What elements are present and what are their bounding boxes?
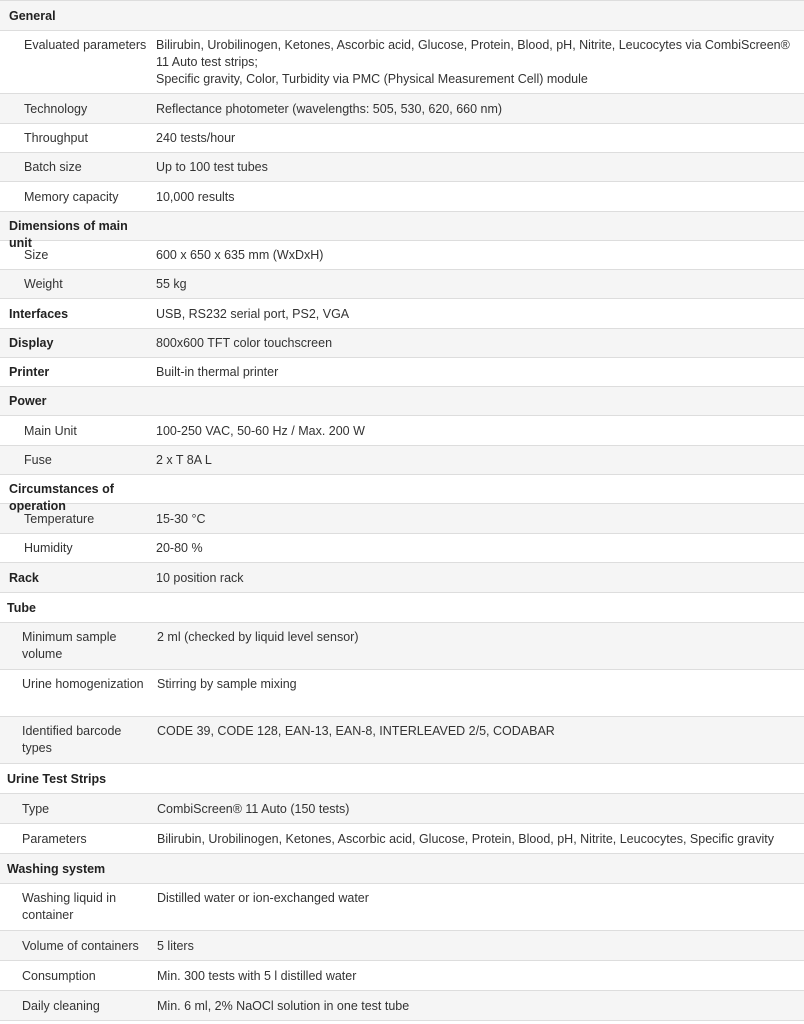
spec-value: Bilirubin, Urobilinogen, Ketones, Ascorbic acid, Glucose, Protein, Blood, pH, Nitrite, Leucocytes, Specific gravity [157, 832, 774, 846]
section-title: Tube [7, 601, 36, 615]
spec-row-consumption [0, 961, 804, 991]
spec-label: Printer [9, 365, 50, 379]
spec-label: Weight [24, 277, 63, 291]
spec-value: Stirring by sample mixing [157, 677, 297, 691]
spec-value: 10,000 results [156, 190, 235, 204]
spec-label: Minimum sample volume [22, 630, 117, 661]
section-title: Dimensions of main unit [9, 219, 128, 250]
spec-row-printer [0, 358, 804, 387]
spec-label: Technology [24, 102, 88, 116]
spec-row-throughput [0, 124, 804, 153]
spec-row-urine-homogenization [0, 670, 804, 717]
spec-row-fuse [0, 446, 804, 475]
spec-label: Volume of containers [22, 939, 139, 953]
spec-value: Distilled water or ion-exchanged water [157, 891, 369, 905]
spec-row-volume-of-containers [0, 931, 804, 961]
spec-value: 10 position rack [156, 571, 244, 585]
spec-row-main-unit [0, 416, 804, 446]
spec-value: Min. 6 ml, 2% NaOCl solution in one test tube [157, 999, 410, 1013]
spec-label: Parameters [22, 832, 87, 846]
spec-label: Batch size [24, 160, 82, 174]
spec-label: Throughput [24, 131, 88, 145]
spec-label: Daily cleaning [22, 999, 100, 1013]
section-header-dimensions-of-main-unit [0, 212, 804, 250]
spec-label: Memory capacity [24, 190, 119, 204]
spec-value: 100-250 VAC, 50-60 Hz / Max. 200 W [156, 424, 365, 438]
spec-row-weight [0, 270, 804, 299]
spec-row-interfaces [0, 299, 804, 329]
section-title: General [9, 9, 56, 23]
spec-row-memory-capacity [0, 182, 804, 212]
spec-value: CODE 39, CODE 128, EAN-13, EAN-8, INTERLEAVED 2/5, CODABAR [157, 724, 555, 738]
section-header-urine-test-strips [0, 764, 804, 794]
spec-row-minimum-sample-volume [0, 623, 804, 670]
spec-row-parameters [0, 824, 804, 854]
section-header-circumstances-of-operation [0, 475, 804, 513]
spec-label: Humidity [24, 541, 73, 555]
spec-label: Display [9, 336, 54, 350]
spec-value: CombiScreen® 11 Auto (150 tests) [157, 802, 350, 816]
spec-label: Rack [9, 571, 39, 585]
spec-label: Identified barcode types [22, 724, 122, 755]
spec-label: Main Unit [24, 424, 77, 438]
spec-row-display [0, 329, 804, 358]
spec-label: Size [24, 248, 49, 262]
section-header-general [0, 1, 804, 31]
spec-row-washing-liquid-in-container [0, 884, 804, 931]
spec-value: 55 kg [156, 277, 187, 291]
spec-value: 5 liters [157, 939, 194, 953]
spec-value: Reflectance photometer (wavelengths: 505, 530, 620, 660 nm) [156, 102, 503, 116]
spec-value: 600 x 650 x 635 mm (WxDxH) [156, 248, 324, 262]
spec-row-type [0, 794, 804, 824]
section-title: Power [9, 394, 47, 408]
spec-value: Built-in thermal printer [156, 365, 279, 379]
section-title: Urine Test Strips [7, 772, 107, 786]
section-title: Circumstances of operation [9, 482, 114, 513]
spec-label: Consumption [22, 969, 96, 983]
section-title: Washing system [7, 862, 106, 876]
spec-row-daily-cleaning [0, 991, 804, 1021]
spec-value: USB, RS232 serial port, PS2, VGA [156, 307, 350, 321]
spec-label: Washing liquid in container [22, 891, 117, 922]
spec-value: Min. 300 tests with 5 l distilled water [157, 969, 357, 983]
section-header-power [0, 387, 804, 416]
spec-label: Type [22, 802, 50, 816]
spec-value: Up to 100 test tubes [156, 160, 268, 174]
spec-value: 240 tests/hour [156, 131, 236, 145]
spec-label: Urine homogenization [22, 677, 144, 691]
spec-value: 2 x T 8A L [156, 453, 212, 467]
spec-label: Evaluated parameters [24, 38, 147, 52]
spec-row-humidity [0, 534, 804, 563]
spec-row-technology [0, 94, 804, 124]
spec-row-batch-size [0, 153, 804, 182]
spec-value: 20-80 % [156, 541, 203, 555]
spec-value: 15-30 °C [156, 512, 206, 526]
spec-row-rack [0, 563, 804, 593]
spec-label: Interfaces [9, 307, 69, 321]
spec-value: 2 ml (checked by liquid level sensor) [157, 630, 359, 644]
section-header-washing-system [0, 854, 804, 884]
spec-label: Fuse [24, 453, 52, 467]
spec-row-evaluated-parameters [0, 31, 804, 94]
spec-row-identified-barcode-types [0, 717, 804, 764]
spec-value: 800x600 TFT color touchscreen [156, 336, 333, 350]
spec-value: Bilirubin, Urobilinogen, Ketones, Ascorbic acid, Glucose, Protein, Blood, pH, Nitrite, Leucocytes via CombiScreen® 11 Auto test strips; Specific gravity, Color, Turbidity via PMC (Physical Measurement Cell) module [156, 38, 790, 86]
spec-label: Temperature [24, 512, 95, 526]
section-header-tube [0, 593, 804, 623]
